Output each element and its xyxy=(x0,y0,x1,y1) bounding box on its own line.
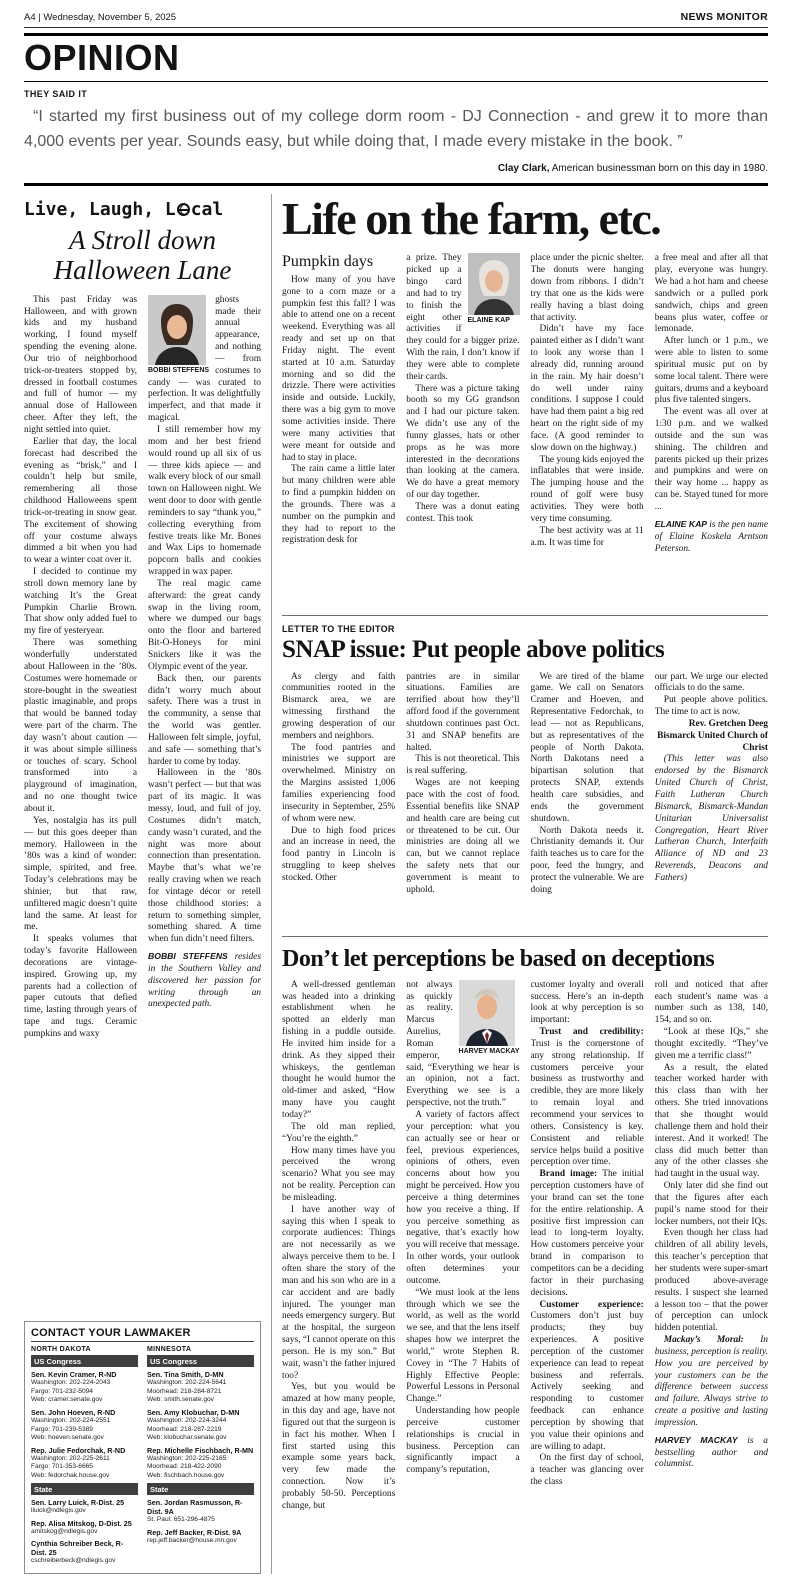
lawmaker-entry xyxy=(31,1519,138,1537)
stroll-article-title: A Stroll down Halloween Lane xyxy=(53,225,232,285)
farm-subhead: Pumpkin days xyxy=(282,253,374,271)
mn-state-bar: State xyxy=(147,1483,254,1495)
lawmaker-contact-line: Moorhead: 218-284-8721 xyxy=(147,1387,222,1395)
lawmaker-contact-line: Washington: 202-224-2043 xyxy=(31,1379,111,1387)
portrait-illustration xyxy=(459,980,515,1046)
paragraph: (This letter was also endorsed by the Bismarck United Church of Christ, Faith Lutheran Church Bismarck, Bismarck-Mandan Unitarian Universalist Congregation, Heart River Lutheran Church, Interfaith Alliance of ND and 23 Reverends, Deacons and Fathers) xyxy=(654,754,768,883)
quote-text: “I started my first business out of my college dorm room - DJ Connection - and grew it to more than 4,000 events per year. Sounds easy, but while doing that, I made every mistake in the book. ” xyxy=(24,107,768,150)
section-title: OPINION xyxy=(24,37,180,78)
paragraph: Wages are not keeping pace with the cost of food. Essential benefits like SNAP and health care are being cut or threatened to be cut. Our ministries are doing all we can, but we cannot replace the safety nets that our government is meant to uphold. xyxy=(406,778,520,895)
section-divider xyxy=(282,615,768,616)
divider-rule xyxy=(24,183,768,186)
paragraph: BOBBI STEFFENS resides in the Southern Valley and discovered her passion for writing through an unexpected path. xyxy=(148,951,261,1010)
letter-col-3 xyxy=(531,672,644,930)
lawmaker-contact-line: Fargo: 701-232-5094 xyxy=(31,1387,93,1395)
farm-article-headline: Life on the farm, etc. xyxy=(282,193,661,245)
nd-state-bar: State xyxy=(31,1483,138,1495)
lawmaker-contact-line: cschreiberbeck@ndlegis.gov xyxy=(31,1557,116,1565)
lawmaker-contact-line: Web: cramer.senate.gov xyxy=(31,1396,103,1404)
paragraph: pantries are in similar situations. Families are terrified about how they’ll afford food if the government shutdown continues past Oct. 31 and SNAP benefits are halted. xyxy=(406,671,520,753)
paragraph: How many of you have gone to a corn maze or a pumpkin fest this fall? I was able to attend one on a recent weekend. Everything was all ready and set up on that Friday night. The event started at 10 a.m. Saturday morning and so did the drizzle. There were activities inside and outside. Luckily, there was a big gym to move some activities inside. There were many activities that were meant for outside and had to stay in place. xyxy=(282,274,396,463)
bobbi-steffens-photo xyxy=(148,295,209,376)
paragraph: a free meal and after all that play, everyone was hungry. We had a hot ham and cheese sandwich or a pulled pork sandwich, chips and green beans plus water, coffee or lemonade. xyxy=(654,253,768,335)
lawmaker-entry xyxy=(147,1370,254,1405)
perceptions-col-3 xyxy=(531,980,644,1574)
lawmaker-contact-line: Moorhead: 218-287-2219 xyxy=(147,1425,222,1433)
paragraph: Yes, nostalgia has its pull — but this goes deeper than memory. Halloween in the ’80s was a kind of wonder: simple, spirited, and free. Today’s celebrations may be shinier, but that raw, unfiltered magic doesn’t quite land the same. At least for me. xyxy=(24,815,137,933)
lawmaker-contact-line: Web: smith.senate.gov xyxy=(147,1396,214,1404)
mn-us-congress-bar: US Congress xyxy=(147,1355,254,1367)
paragraph: It speaks volumes that today’s favorite Halloween decorations are vintage-inspired. Growing up, my parents had a collection of paper cutouts that defied time, lasting through years of tape and tugs. Ceramic pumpkins and waxy xyxy=(24,934,137,1040)
paragraph: “Look at these IQs,” she thought excitedly. “They’ve given me a terrific class!” xyxy=(654,1027,768,1061)
paragraph: A variety of factors affect your perception: what you can actually see or hear or feel, previous experiences, opinions of others, even concerns about how you might be perceived. How you perceive a thing determines how you receive a thing. If you perceive something as negative, that’s exactly how you will receive that message. In other words, your outlook often determines your outcome. xyxy=(406,1110,520,1286)
contact-lawmaker-box xyxy=(24,1321,261,1574)
lawmaker-contact-line: Web: klobuchar.senate.gov xyxy=(147,1434,227,1442)
paragraph: There was something wonderfully understated about Halloween in the ’80s. Costumes were homemade or store-bought in the sweatiest plastic imaginable, and props that would be banned today were part of the charm. The day wasn’t about caution — it was about simple silliness or touches of scary. School transformed into a playground of imagination, and no one thought twice about it. xyxy=(24,638,137,814)
lawmaker-name: Sen. Tina Smith, D-MN xyxy=(147,1370,224,1380)
lawmaker-entry xyxy=(147,1446,254,1481)
lawmaker-contact-line: Web: fischbach.house.gov xyxy=(147,1471,225,1479)
lawmaker-contact-line: Washington: 202-224-3244 xyxy=(147,1416,227,1424)
paragraph: There was a picture taking booth so my GG grandson and I had our picture taken. We didn’t use any of the funny glasses, hats or other props as he was more interested in the decorations than looking at the camera. We do have a great memory of our day together. xyxy=(406,383,520,501)
nd-us-congress-bar: US Congress xyxy=(31,1355,138,1367)
paragraph: ELAINE KAP is the pen name of Elaine Koskela Arntson Peterson. xyxy=(654,518,768,554)
farm-col-4 xyxy=(655,253,768,609)
lawmaker-contact-line: St. Paul: 651-296-4875 xyxy=(147,1516,215,1524)
paragraph: There was a donut eating contest. This took xyxy=(406,502,520,524)
lawmaker-contact-line: Washington: 202-224-2551 xyxy=(31,1416,111,1424)
lawmaker-name: Sen. John Hoeven, R-ND xyxy=(31,1407,116,1417)
lawmaker-entry xyxy=(31,1539,138,1566)
lawmaker-contact-line: Fargo: 701-239-5389 xyxy=(31,1425,93,1433)
paragraph: Customer experience: Customers don’t just buy products; they buy experiences. A positive perception of the customer experience can lead to repeat business and referrals. Actively seeking and responding to customer feedback can enhance perception by showing that you value their opinions and are willing to adapt. xyxy=(530,1299,644,1452)
paragraph: North Dakota needs it. Christianity demands it. Our faith teaches us to care for the poor, feed the hungry, and protect the vulnerable. We are doing xyxy=(530,825,644,895)
left-column xyxy=(24,194,272,1574)
photo-caption: HARVEY MACKAY xyxy=(458,1047,520,1055)
letter-body xyxy=(282,672,768,930)
main-articles-area xyxy=(272,194,768,1574)
perceptions-col-1 xyxy=(282,980,395,1574)
nd-us-entries xyxy=(31,1370,138,1480)
stroll-col-1 xyxy=(24,295,137,1314)
paragraph: our part. We urge our elected officials to do the same. xyxy=(654,671,768,694)
lawmaker-entry xyxy=(31,1408,138,1443)
main-content-row xyxy=(24,194,768,1574)
paragraph: On the first day of school, a teacher was glancing over the class xyxy=(530,1453,644,1488)
paragraph: The event was all over at 1:30 p.m. and we walked outside and the sun was shining. The children and parents picked up their prizes and pumpkins and were on their way home ... happy as can be. Stayed tuned for more ... xyxy=(654,407,768,513)
lawmaker-contact-line: rep.jeff.backer@house.mn.gov xyxy=(147,1536,237,1544)
paragraph: not always as quickly as reality. Marcus Aurelius, Roman emperor, said, “Everything we hear is an opinion, not a fact. Everything we see is a perspective, not the truth.” xyxy=(406,979,520,1109)
lawmaker-entry xyxy=(31,1498,138,1516)
perceptions-body xyxy=(282,980,768,1574)
perceptions-headline: Don’t let perceptions be based on deceptions xyxy=(282,945,715,972)
lawmaker-contact-line: Moorhead: 218-422-2090 xyxy=(147,1463,222,1471)
perceptions-col-4 xyxy=(655,980,768,1574)
paragraph: Halloween in the ’80s wasn’t perfect — but that was part of its magic. It was messy, loud, and full of joy. Costumes didn’t match, candy wasn’t curated, and the night was more about connection than presentation. Maybe that’s what we’re really craving when we reach for vintage décor or retell those childhood stories: a return to something simpler, something shared. A time when fun didn’t need filters. xyxy=(148,768,261,945)
paragraph: How many times have you perceived the wrong scenario? What you see may not be reality. Perception can be misleading. xyxy=(282,1145,396,1203)
letter-col-2 xyxy=(406,672,519,930)
farm-col-1 xyxy=(282,253,395,609)
paragraph: Yes, but you would be amazed at how many people, in this day and age, have not figured out that the surgeon is in fact his mother. When I first started using this example some years back, very few made the connection. Now it’s probably 50-50. Perceptions change, but xyxy=(282,1382,396,1511)
lawmaker-contact-line: amitskog@ndlegis.gov xyxy=(31,1527,98,1535)
lawmaker-entry xyxy=(31,1370,138,1405)
lawmaker-entry xyxy=(147,1498,254,1525)
paragraph: Even though her class had children of all ability levels, this teacher’s perception that her students were super-smart produced above-average results. I suspect she learned a lesson too – that the power of perception can unlock hidden potential. xyxy=(654,1228,768,1334)
lawmaker-name: Rep. Alisa Mitskog, D-Dist. 25 xyxy=(31,1518,132,1528)
section-masthead xyxy=(24,33,768,82)
paragraph: I decided to continue my stroll down memory lane by watching It’s the Great Pumpkin Charlie Brown. That show only added fuel to my fire of yesteryear. xyxy=(24,567,137,637)
paragraph: Bismarck United Church of Christ xyxy=(657,730,768,753)
lawmaker-contact-line: lluick@ndlegis.gov xyxy=(31,1507,86,1515)
lawmaker-name: Rep. Julie Fedorchak, R-ND xyxy=(31,1445,126,1455)
paragraph: After lunch or 1 p.m., we were able to listen to some spiritual music put on by some local talent. There were guitars, drums and a keyboard plus five talented singers. xyxy=(654,336,768,406)
paragraph: place under the picnic shelter. The donuts were hanging down from ribbons. I didn’t try that one as the kids were really having a blast doing that activity. xyxy=(530,253,644,323)
lawmaker-contact-line: Washington: 202-224-5641 xyxy=(147,1379,227,1387)
lawmaker-name: Sen. Jordan Rasmusson, R-Dist. 9A xyxy=(147,1498,243,1517)
lawmaker-box-title: CONTACT YOUR LAWMAKER xyxy=(31,1327,254,1342)
paragraph: The real magic came afterward: the great candy swap in the living room, where we dumped our bags onto the floor and bartered Bit-O-Honeys for mini Snickers like it was the Olympic event of the year. xyxy=(148,578,261,672)
mn-us-entries xyxy=(147,1370,254,1480)
paragraph: Due to high food prices and an increase in need, the food pantry in Lincoln is struggling to keep shelves stocked. Other xyxy=(282,825,396,883)
paragraph: a prize. They picked up a bingo card and had to try to finish the eight other activities if they could for a bigger prize. With the rain, I don’t know if they were able to complete their cards. xyxy=(406,253,520,382)
lawmaker-name: Cynthia Schreiber Beck, R-Dist. 25 xyxy=(31,1539,124,1558)
quote-attribution xyxy=(24,163,768,174)
page-folio: A4 | Wednesday, November 5, 2025 xyxy=(24,12,177,23)
page-header xyxy=(24,8,768,28)
paragraph: customer loyalty and overall success. Here’s an in-depth look at why perception is so important: xyxy=(530,979,644,1026)
farm-article-body xyxy=(282,253,768,609)
farm-col-1-text xyxy=(282,275,395,547)
nd-region-label: NORTH DAKOTA xyxy=(31,1346,91,1354)
lawmaker-contact-line: Web: fedorchak.house.gov xyxy=(31,1471,110,1479)
mn-state-entries xyxy=(147,1498,254,1545)
stroll-col-2 xyxy=(148,295,261,1314)
paragraph: Trust and credibility: Trust is the cornerstone of any strong relationship. If customers perceive your business as trustworthy and credible, they are more likely to remain loyal and recommend your services to others. Consistency is key. Consistent and reliable service helps build a positive perception over time. xyxy=(530,1027,644,1168)
logo-text-post: cal xyxy=(190,199,224,221)
paragraph: “We must look at the lens through which we see the world, as well as the world we see, and that the lens itself shapes how we interpret the world,” wrote Stephen R. Covey in “The 7 Habits of Highly Effective People: Powerful Lessons in Personal Change.” xyxy=(406,1287,520,1405)
lawmaker-nd-column xyxy=(31,1346,138,1569)
paragraph: Understanding how people perceive customer relationships is crucial in business. Perception can significantly impact a company’s reputation, xyxy=(406,1406,520,1476)
farm-col-2 xyxy=(406,253,519,609)
paragraph: I still remember how my mom and her best friend would round up all six of us — three kids apiece — and walk every block of our small town on Halloween night. We went door to door with gentle reminders to say “thank you,” collecting everything from festive treats like Mr. Bones and Wax Lips to homemade popcorn balls and cookies wrapped in wax paper. xyxy=(148,424,261,578)
lawmaker-name: Sen. Amy Klobuchar, D-MN xyxy=(147,1407,240,1417)
paragraph: The food pantries and ministries we support are overwhelmed. Ministry on the Margins assisted 1,006 families experiencing food insecurity in September, 25% of whom were new. xyxy=(282,742,396,824)
quote-author: Clay Clark, xyxy=(497,163,550,175)
farm-col-3 xyxy=(531,253,644,609)
paragraph: I have another way of saying this when I speak to corporate audiences: Things are not necessarily as we always perceive them to be. I often share the story of the man and his son who are in a car accident and are badly injured. The younger man needs emergency surgery. But at the hospital, the surgeon says, “I cannot operate on this person. He is my son.” But wait, wasn’t the father injured too? xyxy=(282,1204,396,1381)
lawmaker-contact-line: Web: hoeven.senate.gov xyxy=(31,1434,104,1442)
lawmaker-entry xyxy=(147,1528,254,1546)
photo-caption: ELAINE KAP xyxy=(467,317,510,325)
letter-to-editor-label: LETTER TO THE EDITOR xyxy=(282,624,395,635)
globe-icon xyxy=(177,203,190,216)
harvey-mackay-photo xyxy=(459,980,520,1057)
live-laugh-local-logo xyxy=(24,194,261,222)
paragraph: Rev. Gretchen Deeg xyxy=(688,718,768,729)
lawmaker-name: Sen. Larry Luick, R-Dist. 25 xyxy=(31,1498,125,1508)
photo-caption: BOBBI STEFFENS xyxy=(148,366,210,374)
elaine-kap-photo xyxy=(468,253,520,326)
paragraph: Put people above politics. The time to act is now. xyxy=(654,695,768,718)
they-said-it-label: THEY SAID IT xyxy=(24,88,88,99)
paragraph: This past Friday was Halloween, and with grown kids and my husband working, I found myself spending the evening alone. Our trio of neighborhood trick-or-treaters stopped by, dressed in football costumes and full of humor — my annual dose of Halloween cheer. After they left, the night settled into quiet. xyxy=(24,294,137,435)
paragraph: roll and noticed that after each student’s name was a number such as 138, 140, 154, and so on. xyxy=(654,979,768,1026)
quote-author-desc: American businessman born on this day in 1980. xyxy=(549,163,768,175)
paragraph: As a result, the elated teacher worked harder with this class than with her others. She tried innovations that she thought would challenge them and hold their interest. And it worked! The class did much better than any of the other classes she had taught in the usual way. xyxy=(654,1062,768,1180)
paragraph: The old man replied, “You’re the eighth.” xyxy=(282,1121,396,1144)
portrait-illustration xyxy=(468,253,520,315)
paragraph: Only later did she find out that the figures after each pupil’s name stood for their locker numbers, not their IQs. xyxy=(654,1181,768,1227)
perceptions-col-2 xyxy=(406,980,519,1574)
they-said-it-section xyxy=(24,82,768,177)
lawmaker-name: Rep. Jeff Backer, R-Dist. 9A xyxy=(147,1527,242,1537)
paragraph: Back then, our parents didn’t worry much about safety. There was a trust in the community, a sense that the world was gentler. Halloween felt simple, joyful, and safe — something that’s harder to come by today. xyxy=(148,673,261,767)
letter-col-1 xyxy=(282,672,395,930)
lawmaker-entry xyxy=(31,1446,138,1481)
paragraph: The young kids enjoyed the inflatables that were inside. The jumping house and the round of golf were busy activities. They were both very time consuming. xyxy=(530,454,644,524)
lawmaker-contact-line: Fargo: 701-353-6665 xyxy=(31,1463,93,1471)
paragraph: A well-dressed gentleman was headed into a drinking establishment when he spotted an elderly man fishing in a puddle outside. He invited him inside for a drink. As they sipped their whiskeys, the gentleman thought he would humor the old-timer and asked, “How many have you caught today?” xyxy=(282,979,396,1121)
lawmaker-contact-line: Washington: 202-225-2611 xyxy=(31,1454,110,1462)
paragraph: As clergy and faith communities rooted in the Bismarck area, we are witnessing firsthand the growing desperation of our members and neighbors. xyxy=(282,671,396,741)
lawmaker-name: Rep. Michelle Fischbach, R-MN xyxy=(147,1445,254,1455)
lawmaker-columns xyxy=(31,1346,254,1569)
section-divider xyxy=(282,936,768,937)
paragraph: The best activity was at 11 a.m. It was time for xyxy=(530,525,644,548)
newspaper-brand: NEWS MONITOR xyxy=(680,11,768,23)
letter-headline: SNAP issue: Put people above politics xyxy=(282,636,665,664)
paragraph: We are tired of the blame game. We call on Senators Cramer and Hoeven, and Representative Fedorchak, to lead — not as Republicans, but as representatives of the people of North Dakota. North Dakotans need a bipartisan solution that protects SNAP, extends health care subsidies, and ends the government shutdown. xyxy=(530,671,644,824)
paragraph: This is not theoretical. This is real suffering. xyxy=(406,754,520,777)
logo-text-pre: Live, Laugh, L xyxy=(24,199,176,221)
lawmaker-name: Sen. Kevin Cramer, R-ND xyxy=(31,1370,117,1380)
paragraph: Brand image: The initial perception customers have of your brand can set the tone for the entire relationship. A positive first impression can lead to long-term loyalty. How customers perceive your brand in comparison to competitors can be a deciding factor in their purchasing decisions. xyxy=(530,1169,644,1298)
stroll-col-2-text xyxy=(148,295,261,1012)
mn-region-label: MINNESOTA xyxy=(147,1346,192,1354)
paragraph: Didn’t have my face painted either as I didn’t want to look any worse than I already did, running around in the rain. My hair doesn’t do well under rainy conditions. I suppose I could have had them paint a big red heart on the right side of my face. (A good reminder to slow down on the highway.) xyxy=(530,324,644,453)
paragraph: HARVEY MACKAY is a bestselling author and columnist. xyxy=(654,1434,768,1470)
paragraph: ghosts made their annual appearance, and nothing — from costumes to candy — was curated to perfection. It was delightfully imperfect, and that made it magical. xyxy=(148,294,261,424)
letter-col-4 xyxy=(655,672,768,930)
paragraph: Mackay’s Moral: In business, perception is reality. How you are perceived by your customers can be the difference between success and failure. Always strive to create a positive and lasting impression. xyxy=(654,1335,768,1428)
lawmaker-mn-column xyxy=(147,1346,254,1569)
nd-state-entries xyxy=(31,1498,138,1566)
paragraph: The rain came a little later but many children were able to find a pumpkin hidden on the grounds. There was a number on the pumpkin and they had to report to the registration desk for xyxy=(282,464,396,546)
portrait-illustration xyxy=(148,295,206,365)
lawmaker-contact-line: Washington: 202-225-2165 xyxy=(147,1454,227,1462)
paragraph: Earlier that day, the local forecast had described the evening as “brisk,” and I couldn’t help but smile, remembering all those childhood Halloweens spent trick-or-treating in snow gear. The excitement of showing off your costume always dimmed a bit when you had to wear a winter coat over it. xyxy=(24,436,137,566)
stroll-article-body xyxy=(24,295,261,1314)
lawmaker-entry xyxy=(147,1408,254,1443)
